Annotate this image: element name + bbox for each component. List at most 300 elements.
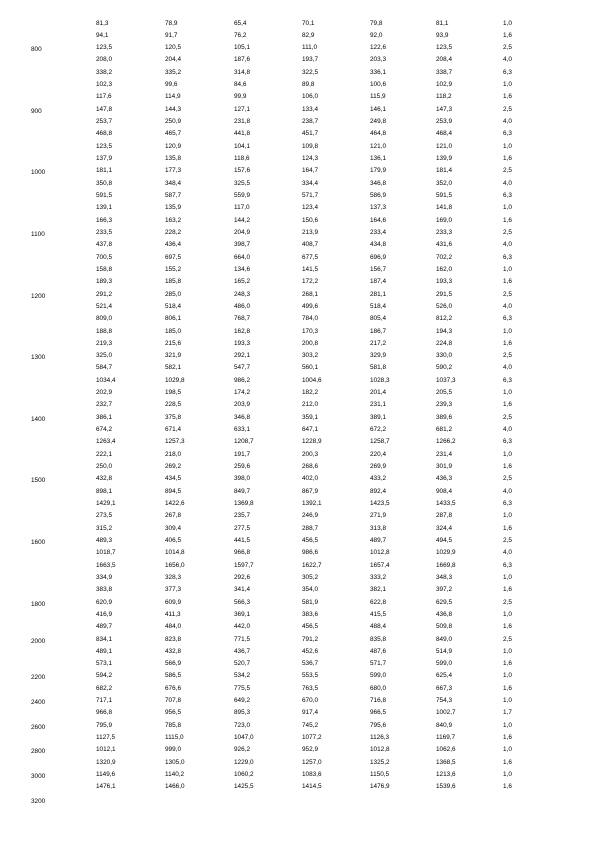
- table-cell: 231,1: [370, 401, 386, 409]
- table-cell: 456,5: [302, 536, 318, 544]
- table-row: [0, 68, 595, 78]
- table-cell: 1476,9: [370, 783, 390, 791]
- table-cell: 82,9: [302, 31, 315, 39]
- table-row: [0, 671, 595, 681]
- table-cell: 1060,2: [234, 771, 254, 779]
- table-cell: 111,0: [302, 44, 318, 52]
- table-cell: 966,8: [96, 709, 112, 717]
- table-row: [0, 708, 595, 718]
- table-cell: 155,2: [165, 265, 181, 273]
- table-row: [0, 462, 595, 472]
- table-cell: 1266,2: [436, 438, 456, 446]
- table-cell: 785,8: [165, 721, 181, 729]
- table-cell: 406,5: [165, 536, 181, 544]
- table-cell: 377,3: [165, 586, 181, 594]
- table-cell: 867,9: [302, 487, 318, 495]
- table-row: [0, 536, 595, 546]
- table-cell: 93,9: [436, 31, 449, 39]
- table-cell: 1,0: [503, 573, 512, 581]
- table-cell: 84,6: [234, 81, 247, 89]
- table-cell: 680,0: [370, 684, 386, 692]
- table-cell: 840,9: [436, 721, 452, 729]
- table-cell: 288,7: [302, 524, 318, 532]
- table-cell: 281,1: [370, 290, 386, 298]
- table-cell: 441,5: [234, 536, 250, 544]
- table-cell: 433,2: [370, 475, 386, 483]
- table-row: [0, 191, 595, 201]
- table-cell: 486,0: [234, 302, 250, 310]
- table-cell: 193,3: [436, 278, 452, 286]
- table-cell: 464,8: [370, 130, 386, 138]
- table-cell: 238,7: [302, 118, 318, 126]
- table-cell: 594,2: [96, 672, 112, 680]
- row-group-label: 1600: [31, 538, 46, 546]
- table-cell: 700,5: [96, 253, 112, 261]
- table-cell: 147,3: [436, 105, 452, 113]
- table-cell: 118,6: [234, 155, 250, 163]
- table-cell: 348,3: [436, 573, 452, 581]
- table-cell: 1,0: [503, 265, 512, 273]
- table-cell: 186,7: [370, 327, 386, 335]
- table-cell: 2,5: [503, 413, 512, 421]
- table-cell: 1,0: [503, 81, 512, 89]
- row-group-label: 1500: [31, 477, 46, 485]
- table-cell: 609,9: [165, 598, 181, 606]
- table-cell: 217,2: [370, 339, 386, 347]
- table-cell: 805,4: [370, 315, 386, 323]
- table-cell: 2,5: [503, 228, 512, 236]
- table-cell: 287,8: [436, 512, 452, 520]
- table-cell: 174,2: [234, 389, 250, 397]
- table-row: [0, 437, 595, 447]
- table-row: [0, 290, 595, 300]
- table-cell: 2,5: [503, 598, 512, 606]
- table-cell: 253,9: [436, 118, 452, 126]
- table-cell: 89,8: [302, 81, 315, 89]
- table-cell: 926,2: [234, 746, 250, 754]
- table-cell: 185,0: [165, 327, 181, 335]
- table-cell: 775,5: [234, 684, 250, 692]
- table-cell: 215,6: [165, 339, 181, 347]
- table-cell: 397,2: [436, 586, 452, 594]
- table-cell: 136,1: [370, 155, 386, 163]
- table-cell: 170,3: [302, 327, 318, 335]
- table-cell: 158,8: [96, 265, 112, 273]
- table-cell: 1047,0: [234, 734, 254, 742]
- table-cell: 1476,1: [96, 783, 116, 791]
- table-cell: 314,8: [234, 68, 250, 76]
- table-row: [0, 659, 595, 669]
- table-cell: 305,2: [302, 573, 318, 581]
- table-cell: 271,9: [370, 512, 386, 520]
- table-cell: 1028,3: [370, 376, 390, 384]
- table-cell: 277,5: [234, 524, 250, 532]
- table-cell: 487,6: [370, 647, 386, 655]
- table-cell: 809,0: [96, 315, 112, 323]
- table-cell: 754,3: [436, 697, 452, 705]
- table-cell: 1,6: [503, 31, 512, 39]
- table-cell: 219,3: [96, 339, 112, 347]
- table-cell: 1012,1: [96, 746, 116, 754]
- table-cell: 182,2: [302, 389, 318, 397]
- table-cell: 348,4: [165, 179, 181, 187]
- table-cell: 398,0: [234, 475, 250, 483]
- table-cell: 146,1: [370, 105, 386, 113]
- table-cell: 70,1: [302, 19, 315, 27]
- table-cell: 164,7: [302, 167, 318, 175]
- table-cell: 1423,5: [370, 499, 390, 507]
- table-cell: 239,3: [436, 401, 452, 409]
- table-cell: 212,0: [302, 401, 318, 409]
- table-cell: 135,8: [165, 155, 181, 163]
- table-cell: 672,2: [370, 426, 386, 434]
- table-cell: 1,0: [503, 697, 512, 705]
- table-cell: 338,7: [436, 68, 452, 76]
- table-cell: 2,5: [503, 475, 512, 483]
- table-cell: 6,3: [503, 253, 512, 261]
- table-cell: 1126,3: [370, 734, 390, 742]
- table-cell: 354,0: [302, 586, 318, 594]
- table-row: [0, 216, 595, 226]
- table-cell: 321,9: [165, 352, 181, 360]
- table-cell: 268,6: [302, 463, 318, 471]
- table-cell: 1,6: [503, 155, 512, 163]
- table-cell: 4,0: [503, 241, 512, 249]
- table-cell: 102,9: [436, 81, 452, 89]
- table-cell: 566,9: [165, 660, 181, 668]
- table-row: [0, 610, 595, 620]
- table-cell: 1,6: [503, 660, 512, 668]
- table-cell: 269,2: [165, 463, 181, 471]
- table-cell: 716,8: [370, 697, 386, 705]
- table-cell: 233,4: [370, 228, 386, 236]
- row-group-label: 2200: [31, 674, 46, 682]
- table-cell: 285,0: [165, 290, 181, 298]
- table-cell: 436,7: [234, 647, 250, 655]
- table-cell: 489,7: [370, 536, 386, 544]
- table-cell: 1,0: [503, 647, 512, 655]
- table-cell: 324,4: [436, 524, 452, 532]
- table-row: [0, 745, 595, 755]
- table-cell: 664,0: [234, 253, 250, 261]
- table-cell: 1,6: [503, 524, 512, 532]
- table-cell: 834,1: [96, 635, 112, 643]
- table-cell: 139,9: [436, 155, 452, 163]
- table-cell: 677,5: [302, 253, 318, 261]
- table-cell: 1,0: [503, 19, 512, 27]
- table-cell: 1325,2: [370, 758, 390, 766]
- table-cell: 359,1: [302, 413, 318, 421]
- table-cell: 1140,2: [165, 771, 185, 779]
- table-cell: 952,9: [302, 746, 318, 754]
- table-cell: 330,0: [436, 352, 452, 360]
- table-cell: 389,6: [436, 413, 452, 421]
- table-cell: 222,1: [96, 450, 112, 458]
- table-cell: 494,5: [436, 536, 452, 544]
- table-cell: 4,0: [503, 118, 512, 126]
- table-cell: 78,9: [165, 19, 178, 27]
- table-cell: 571,7: [302, 191, 318, 199]
- table-row: [0, 388, 595, 398]
- table-cell: 203,3: [370, 56, 386, 64]
- table-cell: 102,3: [96, 81, 112, 89]
- table-cell: 436,3: [436, 475, 452, 483]
- table-cell: 1127,5: [96, 734, 116, 742]
- table-cell: 248,3: [234, 290, 250, 298]
- table-cell: 1229,0: [234, 758, 254, 766]
- table-cell: 181,1: [96, 167, 112, 175]
- table-cell: 591,5: [96, 191, 112, 199]
- table-row: [0, 55, 595, 65]
- table-cell: 303,2: [302, 352, 318, 360]
- table-cell: 220,4: [370, 450, 386, 458]
- table-cell: 6,3: [503, 561, 512, 569]
- table-row: [0, 635, 595, 645]
- table-cell: 121,0: [370, 142, 386, 150]
- table-cell: 127,1: [234, 105, 250, 113]
- table-cell: 117,0: [234, 204, 250, 212]
- table-cell: 520,7: [234, 660, 250, 668]
- table-cell: 402,0: [302, 475, 318, 483]
- table-cell: 559,9: [234, 191, 250, 199]
- table-cell: 79,8: [370, 19, 383, 27]
- table-row: [0, 487, 595, 497]
- table-cell: 587,7: [165, 191, 181, 199]
- table-cell: 768,7: [234, 315, 250, 323]
- table-cell: 707,8: [165, 697, 181, 705]
- table-cell: 166,3: [96, 216, 112, 224]
- table-cell: 6,3: [503, 499, 512, 507]
- table-cell: 123,4: [302, 204, 318, 212]
- table-cell: 202,9: [96, 389, 112, 397]
- table-cell: 4,0: [503, 487, 512, 495]
- table-cell: 382,1: [370, 586, 386, 594]
- table-cell: 1149,6: [96, 771, 116, 779]
- table-cell: 436,4: [165, 241, 181, 249]
- table-cell: 1,7: [503, 709, 512, 717]
- table-cell: 336,1: [370, 68, 386, 76]
- table-cell: 1657,4: [370, 561, 390, 569]
- table-cell: 649,2: [234, 697, 250, 705]
- table-cell: 6,3: [503, 130, 512, 138]
- table-row: [0, 363, 595, 373]
- table-cell: 123,5: [436, 44, 452, 52]
- table-cell: 100,6: [370, 81, 386, 89]
- table-cell: 682,2: [96, 684, 112, 692]
- table-cell: 218,0: [165, 450, 181, 458]
- table-cell: 1,6: [503, 684, 512, 692]
- table-cell: 1018,7: [96, 549, 116, 557]
- table-row: [0, 425, 595, 435]
- table-cell: 415,5: [370, 610, 386, 618]
- table-cell: 120,9: [165, 142, 181, 150]
- table-cell: 2,5: [503, 290, 512, 298]
- table-cell: 105,1: [234, 44, 250, 52]
- table-cell: 436,8: [436, 610, 452, 618]
- table-cell: 1,6: [503, 401, 512, 409]
- table-cell: 2,5: [503, 635, 512, 643]
- table-cell: 465,7: [165, 130, 181, 138]
- table-cell: 1425,5: [234, 783, 254, 791]
- table-row: [0, 105, 595, 115]
- table-cell: 956,5: [165, 709, 181, 717]
- table-row: [0, 302, 595, 312]
- table-row: [0, 351, 595, 361]
- table-cell: 187,6: [234, 56, 250, 64]
- table-cell: 6,3: [503, 191, 512, 199]
- table-cell: 408,7: [302, 241, 318, 249]
- table-cell: 191,7: [234, 450, 250, 458]
- table-cell: 268,1: [302, 290, 318, 298]
- table-cell: 1012,8: [370, 549, 390, 557]
- table-cell: 670,0: [302, 697, 318, 705]
- table-cell: 966,8: [234, 549, 250, 557]
- table-cell: 163,2: [165, 216, 181, 224]
- table-cell: 489,1: [96, 647, 112, 655]
- table-cell: 259,6: [234, 463, 250, 471]
- table-cell: 1597,7: [234, 561, 254, 569]
- table-cell: 292,1: [234, 352, 250, 360]
- table-cell: 187,4: [370, 278, 386, 286]
- row-group-label: 1400: [31, 415, 46, 423]
- table-cell: 723,0: [234, 721, 250, 729]
- table-cell: 586,5: [165, 672, 181, 680]
- table-cell: 2,5: [503, 44, 512, 52]
- table-cell: 1029,9: [436, 549, 456, 557]
- table-cell: 584,7: [96, 364, 112, 372]
- table-cell: 1414,5: [302, 783, 322, 791]
- table-cell: 489,3: [96, 536, 112, 544]
- table-cell: 325,5: [234, 179, 250, 187]
- table-row: [0, 573, 595, 583]
- table-cell: 122,6: [370, 44, 386, 52]
- table-cell: 6,3: [503, 315, 512, 323]
- table-cell: 795,6: [370, 721, 386, 729]
- table-cell: 894,5: [165, 487, 181, 495]
- table-row: [0, 154, 595, 164]
- table-cell: 165,2: [234, 278, 250, 286]
- table-cell: 629,5: [436, 598, 452, 606]
- table-cell: 115,9: [370, 93, 386, 101]
- table-cell: 233,5: [96, 228, 112, 236]
- table-cell: 185,8: [165, 278, 181, 286]
- table-cell: 106,0: [302, 93, 318, 101]
- table-cell: 249,8: [370, 118, 386, 126]
- table-cell: 4,0: [503, 549, 512, 557]
- table-cell: 590,2: [436, 364, 452, 372]
- table-cell: 114,9: [165, 93, 181, 101]
- table-cell: 301,9: [436, 463, 452, 471]
- table-cell: 1,6: [503, 783, 512, 791]
- table-cell: 94,1: [96, 31, 109, 39]
- table-cell: 322,5: [302, 68, 318, 76]
- table-cell: 1656,0: [165, 561, 185, 569]
- table-cell: 674,2: [96, 426, 112, 434]
- table-cell: 434,5: [165, 475, 181, 483]
- table-cell: 484,0: [165, 623, 181, 631]
- table-cell: 334,9: [96, 573, 112, 581]
- table-cell: 169,0: [436, 216, 452, 224]
- table-row: [0, 327, 595, 337]
- table-cell: 118,2: [436, 93, 452, 101]
- table-cell: 681,2: [436, 426, 452, 434]
- table-cell: 647,1: [302, 426, 318, 434]
- table-cell: 521,4: [96, 302, 112, 310]
- table-cell: 4,0: [503, 364, 512, 372]
- table-cell: 526,0: [436, 302, 452, 310]
- table-row: [0, 19, 595, 29]
- table-cell: 1004,6: [302, 376, 322, 384]
- table-row: [0, 376, 595, 386]
- table-cell: 1,6: [503, 623, 512, 631]
- table-cell: 1,6: [503, 758, 512, 766]
- table-cell: 157,6: [234, 167, 250, 175]
- table-cell: 124,3: [302, 155, 318, 163]
- table-cell: 553,5: [302, 672, 318, 680]
- table-cell: 383,8: [96, 586, 112, 594]
- table-cell: 162,8: [234, 327, 250, 335]
- table-row: [0, 684, 595, 694]
- table-cell: 986,2: [234, 376, 250, 384]
- table-cell: 509,8: [436, 623, 452, 631]
- table-row: [0, 758, 595, 768]
- table-cell: 232,7: [96, 401, 112, 409]
- table-cell: 898,1: [96, 487, 112, 495]
- table-cell: 745,2: [302, 721, 318, 729]
- table-cell: 141,8: [436, 204, 452, 212]
- table-row: [0, 511, 595, 521]
- table-cell: 2,5: [503, 536, 512, 544]
- table-row: [0, 228, 595, 238]
- table-cell: 442,0: [234, 623, 250, 631]
- table-cell: 1,0: [503, 327, 512, 335]
- table-cell: 133,4: [302, 105, 318, 113]
- table-cell: 204,9: [234, 228, 250, 236]
- table-cell: 1422,6: [165, 499, 185, 507]
- table-cell: 91,7: [165, 31, 178, 39]
- table-cell: 986,6: [302, 549, 318, 557]
- table-cell: 582,1: [165, 364, 181, 372]
- table-cell: 717,1: [96, 697, 112, 705]
- table-cell: 1,0: [503, 512, 512, 520]
- table-cell: 1466,0: [165, 783, 185, 791]
- table-cell: 137,3: [370, 204, 386, 212]
- table-cell: 581,9: [302, 598, 318, 606]
- table-cell: 599,0: [436, 660, 452, 668]
- table-cell: 1029,8: [165, 376, 185, 384]
- table-cell: 1150,5: [370, 771, 390, 779]
- table-cell: 228,5: [165, 401, 181, 409]
- table-cell: 338,2: [96, 68, 112, 76]
- table-cell: 194,3: [436, 327, 452, 335]
- row-group-label: 2000: [31, 637, 46, 645]
- table-cell: 291,5: [436, 290, 452, 298]
- row-group-label: 2400: [31, 699, 46, 707]
- table-cell: 434,8: [370, 241, 386, 249]
- table-cell: 566,3: [234, 598, 250, 606]
- table-cell: 895,3: [234, 709, 250, 717]
- table-cell: 1012,8: [370, 746, 390, 754]
- table-cell: 416,9: [96, 610, 112, 618]
- table-cell: 1228,9: [302, 438, 322, 446]
- table-cell: 350,8: [96, 179, 112, 187]
- table-cell: 341,4: [234, 586, 250, 594]
- table-cell: 835,8: [370, 635, 386, 643]
- table-cell: 144,3: [165, 105, 181, 113]
- table-cell: 193,7: [302, 56, 318, 64]
- table-cell: 908,4: [436, 487, 452, 495]
- table-cell: 849,7: [234, 487, 250, 495]
